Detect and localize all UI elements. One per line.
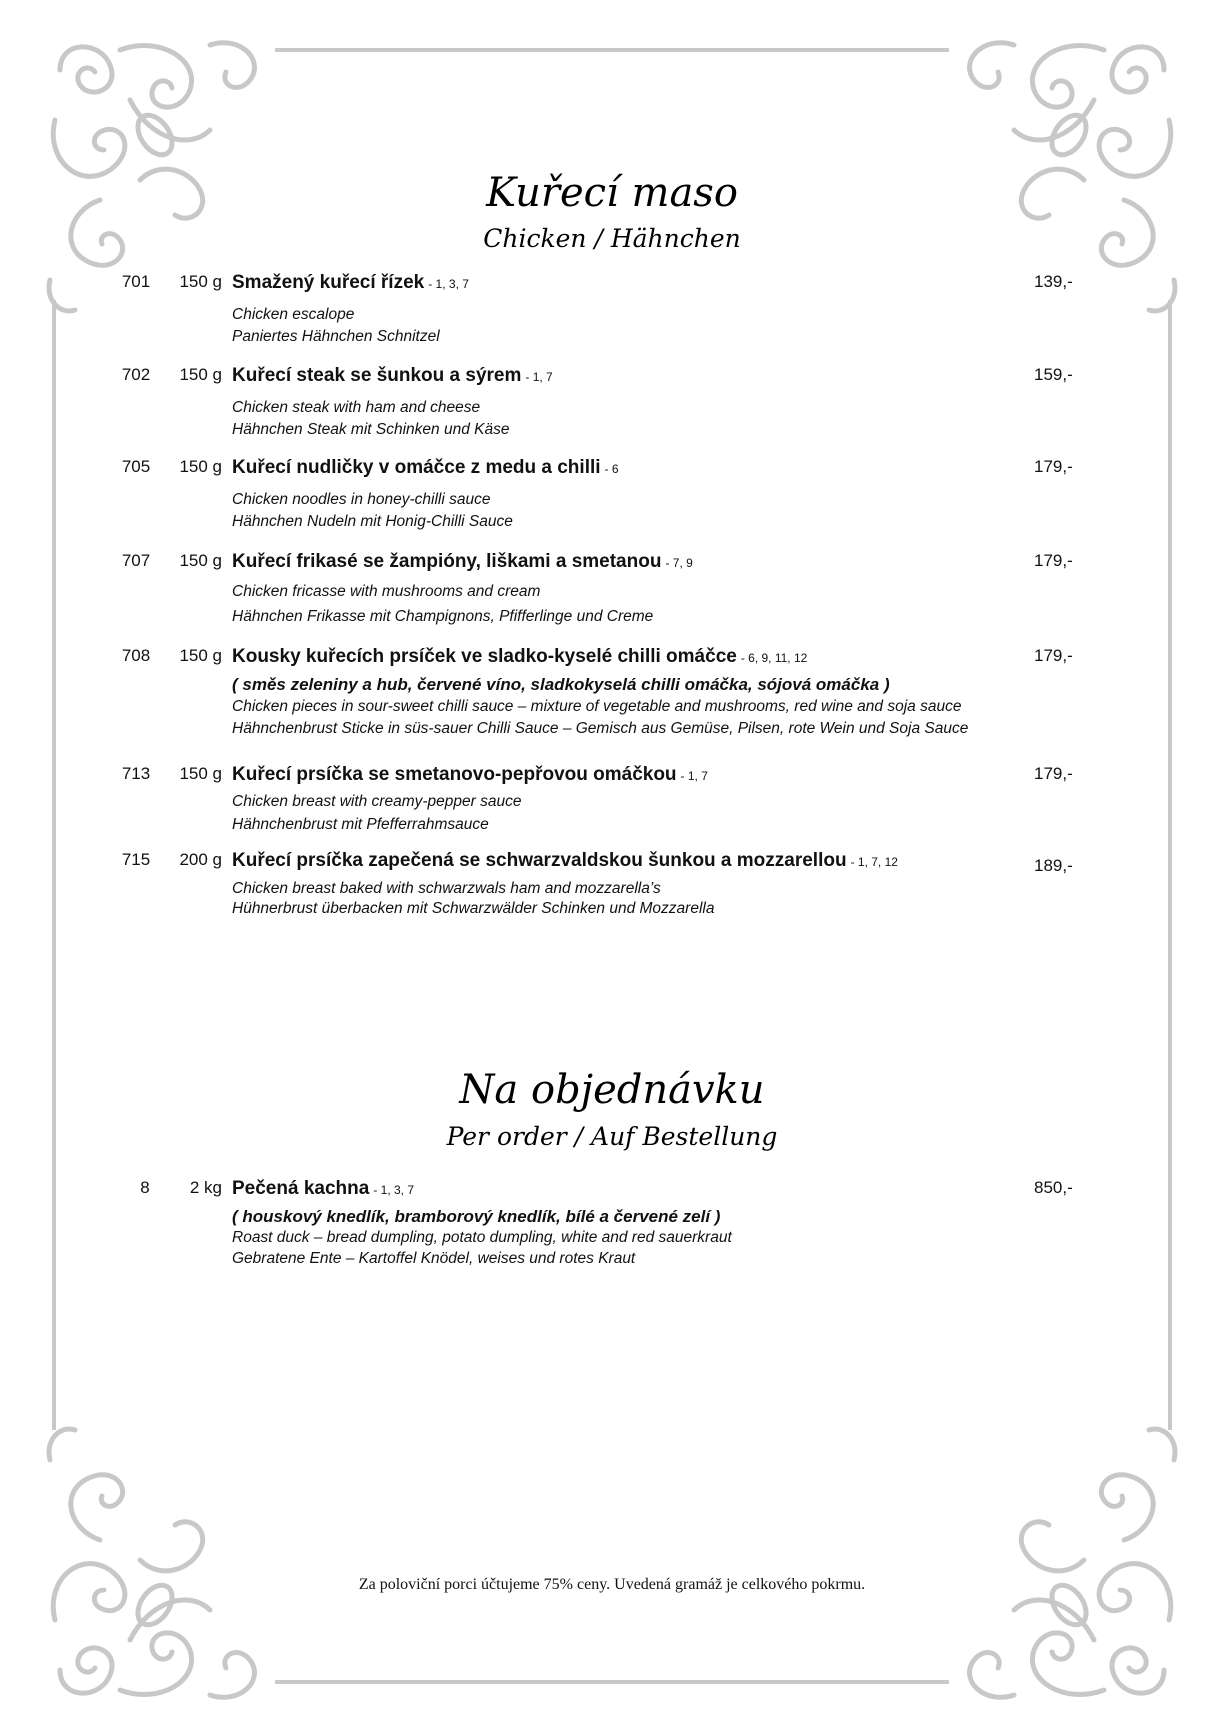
section-title-chicken: Kuřecí maso — [486, 170, 738, 216]
item-allergens: - 1, 7, 12 — [850, 855, 898, 869]
item-price: 179,- — [1034, 646, 1073, 665]
item-number: 708 — [121, 646, 151, 665]
section-subtitle-chicken: Chicken / Hähnchen — [483, 224, 741, 253]
frame-right-line — [1168, 300, 1172, 1430]
item-weight: 150 g — [179, 365, 222, 384]
item-weight: 200 g — [179, 850, 222, 869]
item-weight: 150 g — [179, 457, 222, 476]
item-desc-cz: ( houskový knedlík, bramborový knedlík, bílé a červené zelí ) — [232, 1207, 721, 1226]
item-desc-de: Hähnchenbrust mit Pfefferrahmsauce — [232, 816, 489, 833]
item-price: 159,- — [1034, 365, 1073, 384]
item-desc-en: Roast duck – bread dumpling, potato dumpling, white and red sauerkraut — [232, 1229, 732, 1246]
item-number: 707 — [121, 551, 151, 570]
frame-left-line — [52, 300, 56, 1430]
item-weight: 150 g — [179, 551, 222, 570]
item-weight: 150 g — [179, 272, 222, 291]
item-desc-en: Chicken pieces in sour-sweet chilli sauce – mixture of vegetable and mushrooms, red wine and soja sauce — [232, 698, 962, 715]
item-price: 179,- — [1034, 457, 1073, 476]
frame-bottom-line — [275, 1680, 949, 1684]
item-desc-en: Chicken breast with creamy-pepper sauce — [232, 793, 522, 810]
item-weight: 150 g — [179, 646, 222, 665]
item-number: 713 — [121, 764, 151, 783]
item-desc-de: Hähnchen Frikasse mit Champignons, Pfifferlinge und Creme — [232, 608, 654, 625]
item-desc-en: Chicken steak with ham and cheese — [232, 399, 481, 416]
item-desc-de: Hähnchen Steak mit Schinken und Käse — [232, 421, 510, 438]
item-allergens: - 1, 3, 7 — [373, 1183, 414, 1197]
item-price: 179,- — [1034, 764, 1073, 783]
item-desc-de: Hähnchen Nudeln mit Honig-Chilli Sauce — [232, 513, 513, 530]
item-name: Kuřecí frikasé se žampióny, liškami a smetanou - 7, 9 — [232, 551, 693, 572]
item-allergens: - 1, 7 — [525, 370, 553, 384]
frame-top-line — [275, 48, 949, 52]
item-number: 701 — [121, 272, 151, 291]
footer-note: Za poloviční porci účtujeme 75% ceny. Uvedená gramáž je celkového pokrmu. — [358, 1576, 866, 1593]
item-desc-cz: ( směs zeleniny a hub, červené víno, sladkokyselá chilli omáčka, sójová omáčka ) — [232, 675, 890, 694]
item-desc-en: Chicken fricasse with mushrooms and cream — [232, 583, 541, 600]
item-name: Smažený kuřecí řízek - 1, 3, 7 — [232, 272, 469, 293]
corner-ornament-bottom-right — [954, 1420, 1184, 1710]
item-name: Kuřecí nudličky v omáčce z medu a chilli - 6 — [232, 457, 619, 478]
item-price: 189,- — [1034, 856, 1073, 875]
item-desc-de: Paniertes Hähnchen Schnitzel — [232, 328, 440, 345]
section-subtitle-per-order: Per order / Auf Bestellung — [446, 1122, 778, 1151]
item-name: Kuřecí steak se šunkou a sýrem - 1, 7 — [232, 365, 553, 386]
item-name: Pečená kachna - 1, 3, 7 — [232, 1178, 414, 1199]
item-allergens: - 1, 3, 7 — [428, 277, 469, 291]
item-name: Kousky kuřecích prsíček ve sladko-kyselé chilli omáčce - 6, 9, 11, 12 — [232, 646, 808, 667]
item-price: 139,- — [1034, 272, 1073, 291]
item-desc-en: Chicken escalope — [232, 306, 355, 323]
item-desc-de: Hühnerbrust überbacken mit Schwarzwälder Schinken und Mozzarella — [232, 900, 715, 917]
corner-ornament-bottom-left — [40, 1420, 270, 1710]
item-price: 179,- — [1034, 551, 1073, 570]
item-price: 850,- — [1034, 1178, 1073, 1197]
item-allergens: - 6, 9, 11, 12 — [740, 651, 808, 665]
item-number: 715 — [121, 850, 151, 869]
item-allergens: - 7, 9 — [665, 556, 693, 570]
item-name: Kuřecí prsíčka zapečená se schwarzvaldskou šunkou a mozzarellou - 1, 7, 12 — [232, 850, 898, 871]
item-desc-en: Chicken breast baked with schwarzwals ham and mozzarella’s — [232, 880, 661, 897]
item-allergens: - 6 — [604, 462, 619, 476]
item-desc-de: Hähnchenbrust Sticke in süs-sauer Chilli Sauce – Gemisch aus Gemüse, Pilsen, rote Wein und Soja Sauce — [232, 720, 969, 737]
item-number: 8 — [140, 1178, 150, 1197]
item-name: Kuřecí prsíčka se smetanovo-pepřovou omáčkou - 1, 7 — [232, 764, 708, 785]
item-allergens: - 1, 7 — [680, 769, 708, 783]
item-weight: 150 g — [179, 764, 222, 783]
item-desc-en: Chicken noodles in honey-chilli sauce — [232, 491, 491, 508]
item-desc-de: Gebratene Ente – Kartoffel Knödel, weises und rotes Kraut — [232, 1250, 636, 1267]
item-number: 702 — [121, 365, 151, 384]
item-number: 705 — [121, 457, 151, 476]
item-weight: 2 kg — [189, 1178, 222, 1197]
section-title-per-order: Na objednávku — [459, 1067, 765, 1113]
